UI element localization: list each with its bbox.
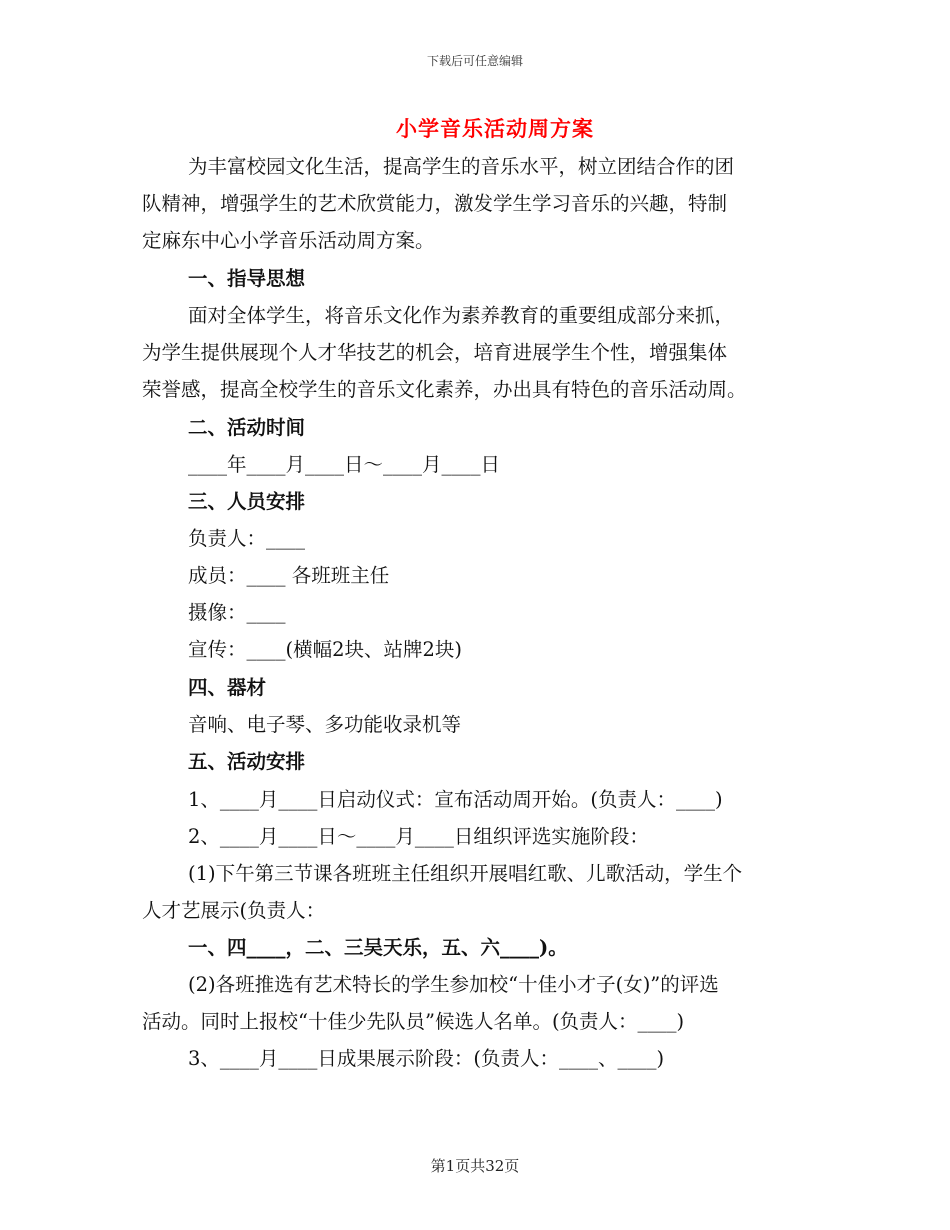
schedule-line-1: 1、____月____日启动仪式：宣布活动周开始。(负责人：____) [188,788,723,811]
schedule-item-1-line-3: 一、四____，二、三吴天乐，五、六____)。 [188,936,568,959]
intro-line-3: 定麻东中心小学音乐活动周方案。 [142,229,435,252]
schedule-item-1-line-1: (1)下午第三节课各班班主任组织开展唱红歌、儿歌活动，学生个 [188,862,743,885]
equipment-line: 音响、电子琴、多功能收录机等 [188,713,462,736]
section1-line-2: 为学生提供展现个人才华技艺的机会，培育进展学生个性，增强集体 [142,341,728,364]
staff-line-camera: 摄像：____ [188,601,286,624]
section-heading-4: 四、器材 [188,676,267,699]
activity-time-line: ____年____月____日～____月____日 [188,453,501,476]
page-footer: 第1页共32页 [430,1157,520,1175]
section-heading-2: 二、活动时间 [188,416,306,439]
intro-line-2: 队精神，增强学生的艺术欣赏能力，激发学生学习音乐的兴趣，特制 [142,192,728,215]
section1-line-3: 荣誉感，提高全校学生的音乐文化素养，办出具有特色的音乐活动周。 [142,378,747,401]
schedule-line-2: 2、____月____日～____月____日组织评选实施阶段： [188,825,649,848]
staff-line-members: 成员：____ 各班班主任 [188,564,390,587]
section1-line-1: 面对全体学生，将音乐文化作为素养教育的重要组成部分来抓， [188,304,735,327]
schedule-item-2-line-2: 活动。同时上报校“十佳少先队员”候选人名单。(负责人：____) [142,1010,685,1033]
section-heading-5: 五、活动安排 [188,750,306,773]
schedule-item-1-line-2: 人才艺展示(负责人： [142,899,326,922]
staff-line-leader: 负责人：____ [188,527,306,550]
schedule-line-3: 3、____月____日成果展示阶段：(负责人：____、____) [188,1047,665,1070]
intro-line-1: 为丰富校园文化生活，提高学生的音乐水平，树立团结合作的团 [188,155,735,178]
document-title: 小学音乐活动周方案 [396,116,594,141]
schedule-item-2-line-1: (2)各班推选有艺术特长的学生参加校“十佳小才子(女)”的评选 [188,973,719,996]
page-header: 下载后可任意编辑 [426,54,523,68]
section-heading-1: 一、指导思想 [188,267,306,290]
section-heading-3: 三、人员安排 [188,490,306,513]
staff-line-publicity: 宣传：____(横幅2块、站牌2块) [188,638,463,661]
